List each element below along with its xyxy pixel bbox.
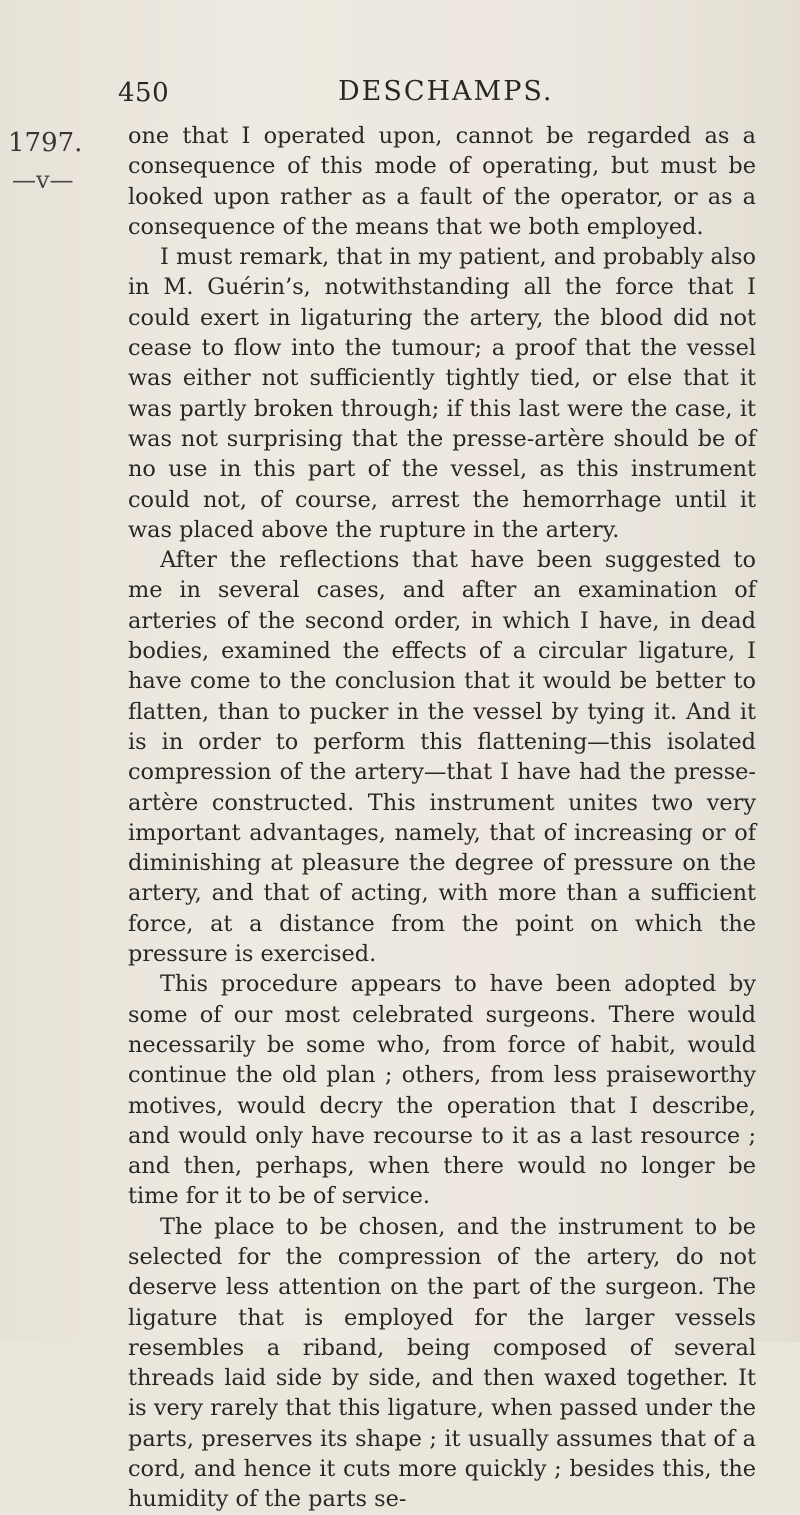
running-head [0, 72, 800, 112]
paragraph-continued: one that I operated upon, cannot be regarded as a consequence of this mode of operating, but must be looked upon rather as a fault of the operator, or as a consequence of the means that we both employed. [128, 123, 756, 240]
paragraph: After the reflections that have been suggested to me in several cases, and after an examination of arteries of the second order, in which I have, in dead bodies, examined the effects of a circular ligature, I have come to the conclusion that it would be better to flatten, than to pucker in the vessel by tying it. And it is in order to perform this flattening—this isolated compression of the artery—that I have had the presse-artère constructed. This instrument unites two very important advantages, namely, that of increasing or of diminishing at pleasure the degree of pressure on the artery, and that of acting, with more than a sufficient force, at a distance from the point on which the pressure is exercised. [128, 547, 756, 968]
margin-year: 1797. [8, 128, 83, 158]
paragraph: The place to be chosen, and the instrument to be selected for the compression of the artery, do not deserve less attention on the part of the surgeon. The ligature that is employed for the larger vessels resembles a riband, being composed of several threads laid side by side, and then waxed together. It is very rarely that this ligature, when passed under the parts, preserves its shape ; it usually assumes that of a cord, and hence it cuts more quickly ; besides this, the humidity of the parts se- [128, 1213, 756, 1513]
margin-brace: —v— [12, 166, 74, 194]
body-text [128, 121, 756, 1515]
page-number: 450 [118, 78, 170, 108]
paragraph: I must remark, that in my patient, and probably also in M. Guérin’s, notwithstanding all the force that I could exert in ligaturing the artery, the blood did not cease to flow into the tumour; a proof that the vessel was either not sufficiently tightly tied, or else that it was partly broken through; if this last were the case, it was not surprising that the presse-artère should be of no use in this part of the vessel, as this instrument could not, of course, arrest the hemorrhage until it was placed above the rupture in the artery. [128, 244, 756, 543]
running-title: DESCHAMPS. [338, 76, 554, 107]
paragraph: This procedure appears to have been adopted by some of our most celebrated surgeons. There would necessarily be some who, from force of habit, would continue the old plan ; others, from less praiseworthy motives, would decry the operation that I describe, and would only have recourse to it as a last resource ; and then, perhaps, when there would no longer be time for it to be of service. [128, 971, 756, 1210]
